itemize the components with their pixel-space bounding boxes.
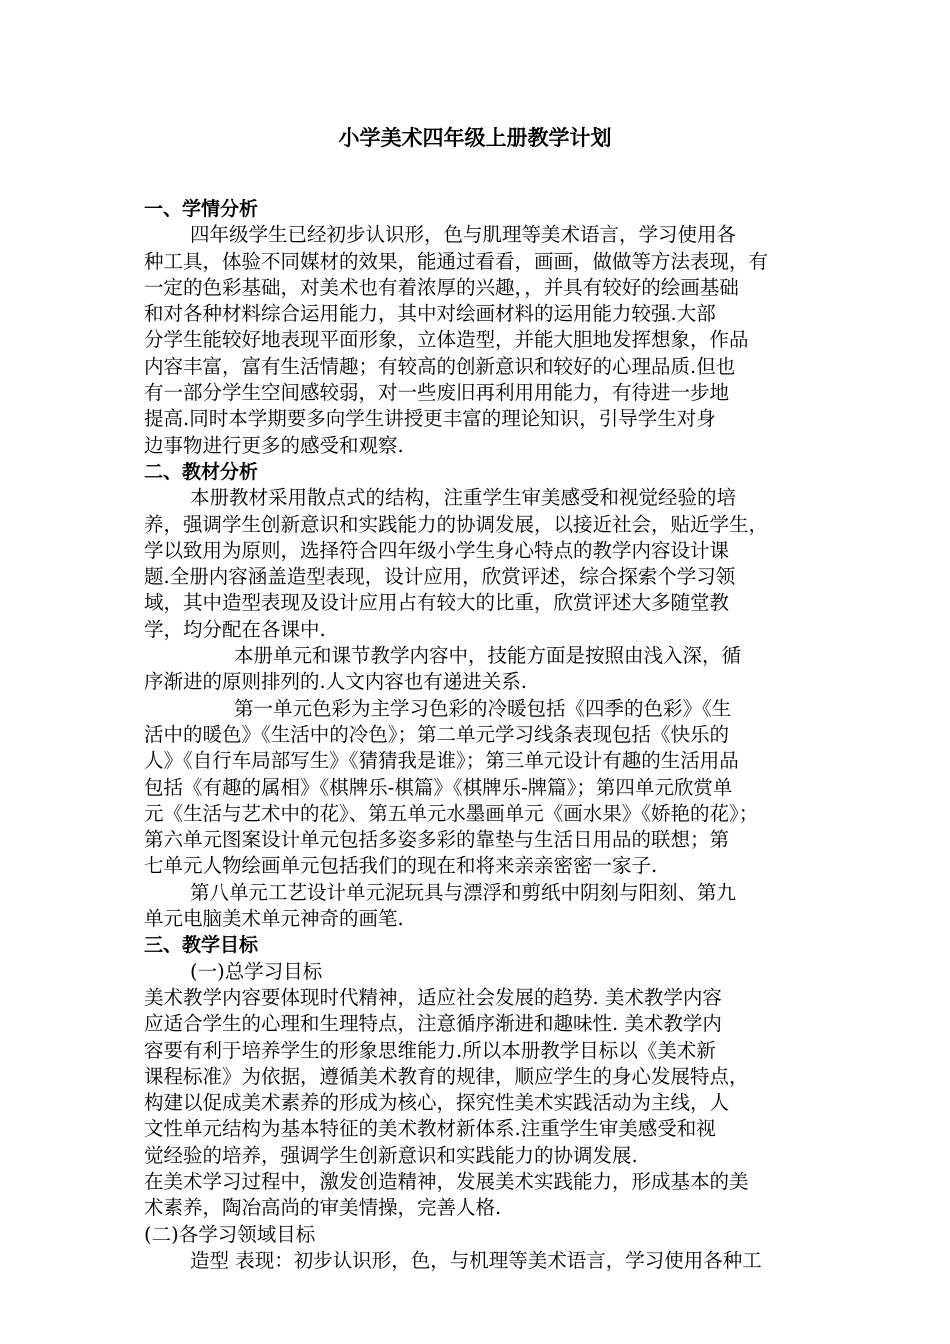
text-line: 应适合学生的心理和生理特点，注意循序渐进和趣味性. 美术教学内: [144, 1012, 722, 1036]
text-line: 种工具，体验不同媒材的效果，能通过看看，画画，做做等方法表现，有: [144, 249, 769, 273]
section-heading: 三、教学目标: [144, 934, 259, 957]
text-line: 题.全册内容涵盖造型表现，设计应用，欣赏评述，综合探索个学习领: [144, 565, 736, 589]
text-line: 觉经验的培养，强调学生创新意识和实践能力的协调发展.: [144, 1143, 638, 1167]
text-line: 课程标准》为依据，遵循美术教育的规律，顺应学生的身心发展特点，: [144, 1064, 749, 1088]
text-line: 容要有利于培养学生的形象思维能力.所以本册教学目标以《美术新: [144, 1038, 716, 1062]
text-line: 第一单元色彩为主学习色彩的冷暖包括《四季的色彩》《生: [234, 696, 732, 720]
text-line: 在美术学习过程中，激发创造精神，发展美术实践能力，形成基本的美: [144, 1169, 749, 1193]
text-line: 一定的色彩基础，对美术也有着浓厚的兴趣，，并具有较好的绘画基础: [144, 275, 739, 299]
text-line: 内容丰富，富有生活情趣；有较高的创新意识和较好的心理品质.但也: [144, 354, 736, 378]
text-line: 本册教材采用散点式的结构，注重学生审美感受和视觉经验的培: [190, 486, 737, 510]
subsection-heading: (二)各学习领域目标: [144, 1222, 316, 1246]
document-body: [144, 196, 814, 1274]
subsection-heading: (一)总学习目标: [190, 959, 323, 983]
text-line: 文性单元结构为基本特征的美术教材新体系.注重学生审美感受和视: [144, 1117, 716, 1141]
text-line: 养，强调学生创新意识和实践能力的协调发展，以接近社会，贴近学生，: [144, 512, 769, 536]
text-line: 七单元人物绘画单元包括我们的现在和将来亲亲密密一家子.: [144, 854, 658, 878]
text-line: 第六单元图案设计单元包括多姿多彩的靠垫与生活日用品的联想；第: [144, 828, 730, 852]
section-heading: 一、学情分析: [144, 198, 259, 220]
text-line: 构建以促成美术素养的形成为核心，探究性美术实践活动为主线，人: [144, 1091, 730, 1115]
document-title: 小学美术四年级上册教学计划: [338, 126, 612, 150]
text-line: 和对各种材料综合运用能力，其中对绘画材料的运用能力较强.大部: [144, 302, 716, 326]
section-heading: 二、教材分析: [144, 460, 259, 483]
text-line: 序渐进的原则排列的.人文内容也有递进关系.: [144, 670, 527, 694]
text-line: 域，其中造型表现及设计应用占有较大的比重，欣赏评述大多随堂教: [144, 591, 730, 615]
text-line: 美术教学内容要体现时代精神，适应社会发展的趋势. 美术教学内容: [144, 985, 722, 1009]
text-line: 本册单元和课节教学内容中，技能方面是按照由浅入深，循: [234, 644, 742, 668]
text-line: 包括《有趣的属相》《棋牌乐-棋篇》《棋牌乐-牌篇》；第四单元欣赏单: [144, 775, 733, 799]
text-line: 活中的暖色》《生活中的冷色》；第二单元学习线条表现包括《快乐的: [144, 722, 730, 746]
text-line: 学以致用为原则，选择符合四年级小学生身心特点的教学内容设计课: [144, 538, 730, 562]
text-line: 术素养，陶冶高尚的审美情操，完善人格.: [144, 1196, 502, 1220]
text-line: 提高.同时本学期要多向学生讲授更丰富的理论知识，引导学生对身: [144, 407, 716, 431]
text-line: 人》《自行车局部写生》《猜猜我是谁》；第三单元设计有趣的生活用品: [144, 749, 739, 773]
text-line: 有一部分学生空间感较弱，对一些废旧再利用用能力，有待进一步地: [144, 381, 730, 405]
text-line: 元《生活与艺术中的花》、第五单元水墨画单元《画水果》《娇艳的花》；: [144, 801, 759, 825]
text-line: 造型 表现：初步认识形，色，与机理等美术语言，学习使用各种工: [190, 1248, 762, 1272]
text-line: 第八单元工艺设计单元泥玩具与漂浮和剪纸中阴刻与阳刻、第九: [190, 880, 737, 904]
text-line: 边事物进行更多的感受和观察.: [144, 433, 404, 457]
text-line: 四年级学生已经初步认识形，色与肌理等美术语言，学习使用各: [190, 223, 737, 247]
text-line: 单元电脑美术单元神奇的画笔.: [144, 907, 404, 931]
text-line: 分学生能较好地表现平面形象，立体造型，并能大胆地发挥想象，作品: [144, 328, 749, 352]
text-line: 学，均分配在各课中.: [144, 617, 326, 641]
